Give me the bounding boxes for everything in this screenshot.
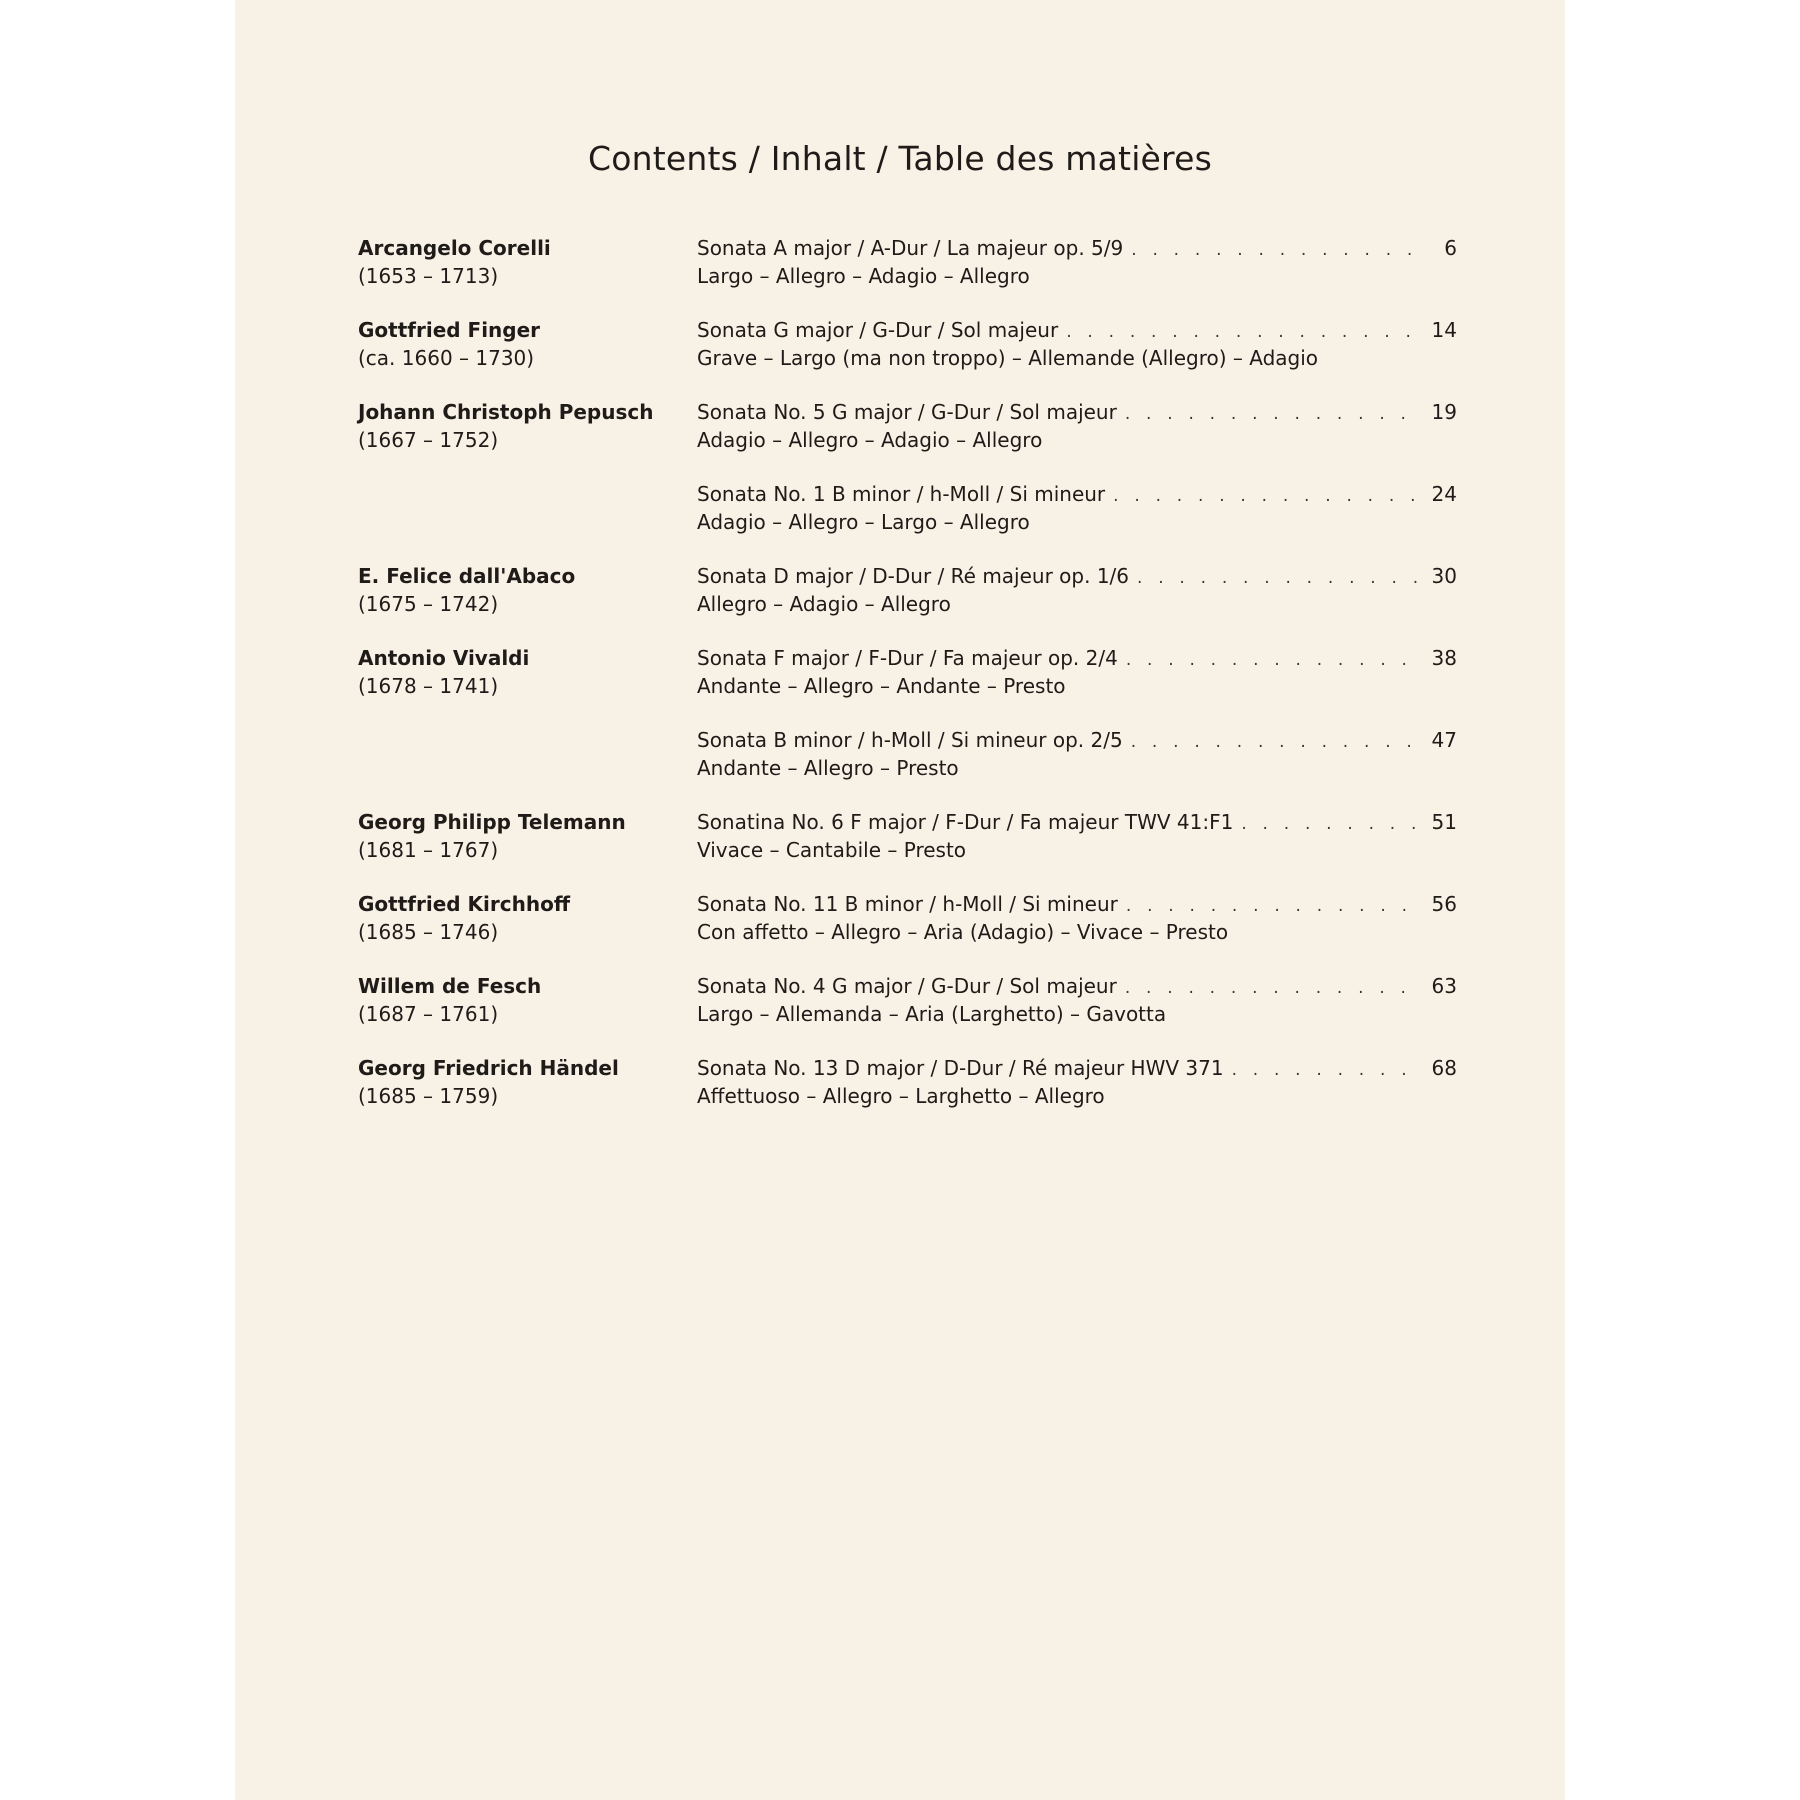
- dot-leader: [1125, 974, 1421, 1002]
- page-number: 14: [1431, 318, 1457, 342]
- page-number: 63: [1431, 974, 1457, 998]
- toc-entry: [235, 234, 1565, 290]
- dot-leader: [1241, 810, 1421, 838]
- movements: Andante – Allegro – Presto: [697, 756, 959, 780]
- composer-block: [358, 972, 678, 1028]
- composer-block: [358, 1054, 678, 1110]
- page-title: Contents / Inhalt / Table des matières: [588, 139, 1212, 178]
- composer-name: Antonio Vivaldi: [358, 646, 530, 670]
- dot-leader: [1125, 400, 1421, 428]
- movements: Allegro – Adagio – Allegro: [697, 592, 951, 616]
- work-line: [697, 726, 1457, 754]
- work-title: Sonata B minor / h-Moll / Si mineur op. 2/5: [697, 728, 1123, 752]
- composer-name: Gottfried Finger: [358, 318, 541, 342]
- toc-entry: [235, 562, 1565, 618]
- dot-leader: [1066, 318, 1421, 346]
- work-title: Sonata D major / D-Dur / Ré majeur op. 1/6: [697, 564, 1130, 588]
- composer-block: [358, 644, 678, 700]
- composer-name: Johann Christoph Pepusch: [358, 400, 654, 424]
- composer-dates: (1685 – 1759): [358, 1084, 499, 1108]
- work-line: [697, 644, 1457, 672]
- composer-name: Georg Philipp Telemann: [358, 810, 626, 834]
- page-number: 56: [1431, 892, 1457, 916]
- work-block: [697, 234, 1457, 290]
- movements: Adagio – Allegro – Adagio – Allegro: [697, 428, 1043, 452]
- composer-block: [358, 808, 678, 864]
- toc-entry: [235, 808, 1565, 864]
- work-block: [697, 972, 1457, 1028]
- work-block: [697, 316, 1457, 372]
- page-number: 24: [1431, 482, 1457, 506]
- page-number: 47: [1431, 728, 1457, 752]
- page-number: 6: [1444, 236, 1457, 260]
- work-block: [697, 808, 1457, 864]
- toc-entry: [235, 480, 1565, 536]
- composer-block: [358, 398, 678, 454]
- work-block: [697, 1054, 1457, 1110]
- work-block: [697, 398, 1457, 454]
- work-title: Sonata No. 5 G major / G-Dur / Sol majeur: [697, 400, 1117, 424]
- dot-leader: [1131, 236, 1421, 264]
- composer-dates: (1685 – 1746): [358, 920, 499, 944]
- page-number: 51: [1431, 810, 1457, 834]
- composer-block: [358, 316, 678, 372]
- dot-leader: [1131, 728, 1421, 756]
- dot-leader: [1126, 892, 1421, 920]
- work-line: [697, 398, 1457, 426]
- page-number: 38: [1431, 646, 1457, 670]
- work-line: [697, 562, 1457, 590]
- composer-name: Georg Friedrich Händel: [358, 1056, 619, 1080]
- toc-entry: [235, 726, 1565, 782]
- dot-leader: [1232, 1056, 1421, 1084]
- work-line: [697, 808, 1457, 836]
- work-title: Sonata No. 4 G major / G-Dur / Sol majeur: [697, 974, 1117, 998]
- work-title: Sonata G major / G-Dur / Sol majeur: [697, 318, 1059, 342]
- dot-leader: [1113, 482, 1421, 510]
- movements: Vivace – Cantabile – Presto: [697, 838, 967, 862]
- dot-leader: [1137, 564, 1421, 592]
- work-line: [697, 480, 1457, 508]
- work-block: [697, 562, 1457, 618]
- composer-name: E. Felice dall'Abaco: [358, 564, 576, 588]
- work-line: [697, 234, 1457, 262]
- movements: Con affetto – Allegro – Aria (Adagio) – Vivace – Presto: [697, 920, 1229, 944]
- composer-dates: (ca. 1660 – 1730): [358, 346, 535, 370]
- composer-dates: (1678 – 1741): [358, 674, 499, 698]
- movements: Largo – Allegro – Adagio – Allegro: [697, 264, 1030, 288]
- toc-entry: [235, 1054, 1565, 1110]
- work-title: Sonata No. 1 B minor / h-Moll / Si mineur: [697, 482, 1106, 506]
- work-title: Sonata F major / F-Dur / Fa majeur op. 2/4: [697, 646, 1118, 670]
- toc-entry: [235, 316, 1565, 372]
- movements: Adagio – Allegro – Largo – Allegro: [697, 510, 1030, 534]
- page-number: 68: [1431, 1056, 1457, 1080]
- toc-entry: [235, 398, 1565, 454]
- composer-block: [358, 562, 678, 618]
- work-line: [697, 1054, 1457, 1082]
- composer-dates: (1681 – 1767): [358, 838, 499, 862]
- composer-dates: (1687 – 1761): [358, 1002, 499, 1026]
- work-line: [697, 890, 1457, 918]
- composer-dates: (1675 – 1742): [358, 592, 499, 616]
- composer-name: Willem de Fesch: [358, 974, 542, 998]
- work-title: Sonata No. 11 B minor / h-Moll / Si mineur: [697, 892, 1118, 916]
- page-number: 30: [1431, 564, 1457, 588]
- movements: Grave – Largo (ma non troppo) – Allemande (Allegro) – Adagio: [697, 346, 1319, 370]
- work-line: [697, 972, 1457, 1000]
- movements: Largo – Allemanda – Aria (Larghetto) – Gavotta: [697, 1002, 1167, 1026]
- work-title: Sonata A major / A-Dur / La majeur op. 5/9: [697, 236, 1124, 260]
- page-number: 19: [1431, 400, 1457, 424]
- movements: Andante – Allegro – Andante – Presto: [697, 674, 1066, 698]
- movements: Affettuoso – Allegro – Larghetto – Allegro: [697, 1084, 1105, 1108]
- work-block: [697, 726, 1457, 782]
- work-block: [697, 644, 1457, 700]
- composer-block: [358, 890, 678, 946]
- dot-leader: [1126, 646, 1421, 674]
- composer-dates: (1667 – 1752): [358, 428, 499, 452]
- work-line: [697, 316, 1457, 344]
- work-title: Sonatina No. 6 F major / F-Dur / Fa majeur TWV 41:F1: [697, 810, 1234, 834]
- toc-entry: [235, 972, 1565, 1028]
- toc-entry: [235, 644, 1565, 700]
- work-block: [697, 890, 1457, 946]
- composer-name: Arcangelo Corelli: [358, 236, 551, 260]
- work-title: Sonata No. 13 D major / D-Dur / Ré majeur HWV 371: [697, 1056, 1224, 1080]
- toc-entry: [235, 890, 1565, 946]
- work-block: [697, 480, 1457, 536]
- composer-name: Gottfried Kirchhoff: [358, 892, 571, 916]
- composer-block: [358, 234, 678, 290]
- composer-dates: (1653 – 1713): [358, 264, 499, 288]
- contents-page: [235, 0, 1565, 1800]
